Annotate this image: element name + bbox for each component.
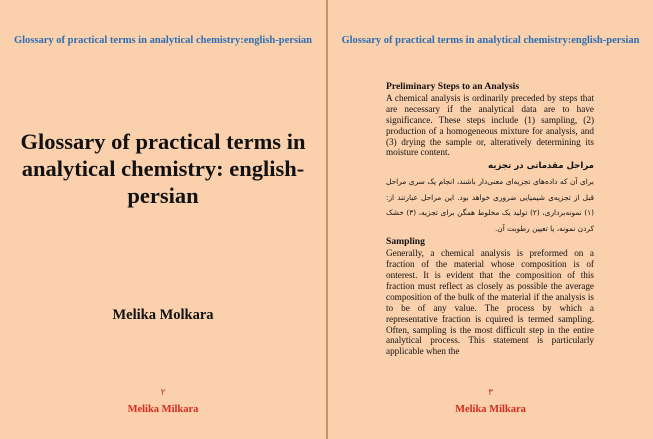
right-page-footer: Melika Milkara xyxy=(455,404,526,415)
persian-paragraph: برای آن که داده‌های تجزیه‌ای معنی‌دار باشند، انجام یک سری مراحل قبل از تجزیه‌ی شیمیایی ضروری خواهد بود. این مراحل عبارتند از: (۱) نمونه‌برداری، (۲) تولید یک مخلوط همگن برای تجزیه، (۳) خشک کردن نمونه، یا تعیین رطوبت آن. xyxy=(386,177,594,233)
left-page-footer: Melika Milkara xyxy=(127,404,199,415)
section-heading-sampling: Sampling xyxy=(386,236,425,248)
section-heading-preliminary: Preliminary Steps to an Analysis xyxy=(386,81,520,92)
persian-heading: مراحل مقدماتی در تجزیه xyxy=(488,161,594,172)
left-page-header: Glossary of practical terms in analytical chemistry:english-persian xyxy=(13,35,313,46)
author-name: Melika Molkara xyxy=(112,307,214,323)
left-page xyxy=(0,0,326,439)
right-page-content xyxy=(386,82,594,357)
section-text-sampling: Generally, a chemical analysis is preformed on a fraction of the material whose composition is of onterest. It is evident that the composition of this fraction must reflect as closely as possible the average composition of the bulk of the material if the analysis is to be of any value. The process by which a representative fraction is cquired is termed sampling. Often, sampling is the most difficult step in the entire analytical process. This statement is particularly applicable when the xyxy=(386,248,594,357)
left-page-number: ۲ xyxy=(160,387,166,397)
right-page-header: Glossary of practical terms in analytical chemistry:english-persian xyxy=(341,35,640,46)
section-text-preliminary: A chemical analysis is ordinarily preceded by steps that are necessary if the analytical data are to have significance. These steps include (1) sampling, (2) production of a homogeneous mixture for analysis, and (3) drying the sample or, alteratively determining its moisture content. xyxy=(386,92,594,158)
book-title: Glossary of practical terms in analytical chemistry: english-persian xyxy=(20,129,306,208)
right-page-number: ۳ xyxy=(488,387,493,397)
right-page xyxy=(328,0,653,439)
